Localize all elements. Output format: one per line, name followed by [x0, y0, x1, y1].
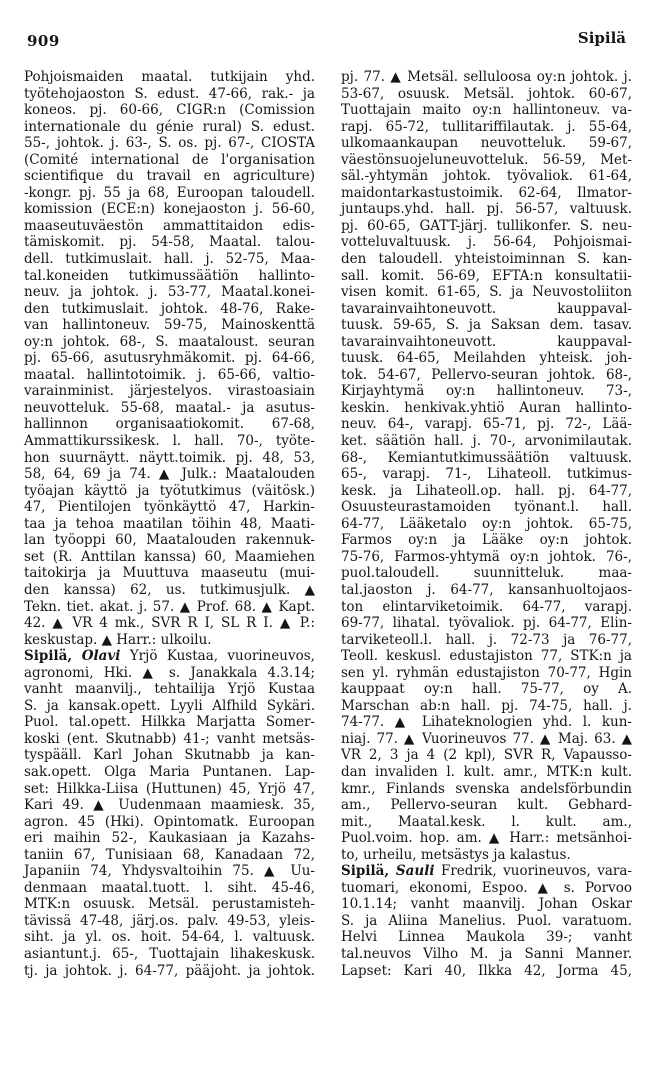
text-line: set (R. Anttilan kanssa) 60, Maamiehen	[24, 548, 315, 565]
text-line: 64-77, Lääketalo oy:n johtok. 65-75,	[341, 515, 632, 532]
text-line: sen yl. ryhmän edustajiston 70-77, Hgin	[341, 664, 632, 681]
text-line	[24, 648, 315, 665]
text-line: Marschan ab:n hall. pj. 74-75, hall. j.	[341, 697, 632, 714]
text-line: taniin 67, Tunisiaan 68, Kanadaan 72,	[24, 846, 315, 863]
entry-text: Yrjö Kustaa, vuorineuvos,	[120, 648, 315, 665]
text-line: varainminist. järjestelyos. virastoasiain	[24, 383, 315, 400]
text-line: dell. tutkimuslait. hall. j. 52-75, Maa-	[24, 251, 315, 268]
text-line: Kirjayhtymä oy:n hallintoneuv. 73-,	[341, 383, 632, 400]
text-line: Puol.voim. hop. am. ▲ Harr.: metsänhoi-	[341, 830, 632, 847]
text-line: votteluvaltuusk. j. 56-64, Pohjoismai-	[341, 234, 632, 251]
text-line: Ammattikurssikesk. l. hall. 70-, työte-	[24, 433, 315, 450]
text-line: rapj. 65-72, tullitariffilautak. j. 55-64,	[341, 118, 632, 135]
text-line: Tekn. tiet. akat. j. 57. ▲ Prof. 68. ▲ Kapt.	[24, 598, 315, 615]
text-line: 55-, johtok. j. 63-, S. os. pj. 67-, CIOSTA	[24, 135, 315, 152]
text-line: tarviketeoll.l. hall. j. 72-73 ja 76-77,	[341, 631, 632, 648]
entry-given-name: Olavi	[81, 648, 121, 665]
text-line: tal.neuvos Vilho M. ja Sanni Manner.	[341, 945, 632, 962]
text-line: siht. ja yl. os. hoit. 54-64, l. valtuusk.	[24, 929, 315, 946]
text-line: Lapset: Kari 40, Ilkka 42, Jorma 45,	[341, 962, 632, 979]
text-line: hon suurnäytt. näytt.toimik. pj. 48, 53,	[24, 449, 315, 466]
text-line: sak.opett. Olga Maria Puntanen. Lap-	[24, 763, 315, 780]
text-line: koneos. pj. 60-66, CIGR:n (Comission	[24, 102, 315, 119]
text-line: VR 2, 3 ja 4 (2 kpl), SVR R, Vapausso-	[341, 747, 632, 764]
text-line: juntaups.yhd. hall. pj. 56-57, valtuusk.	[341, 201, 632, 218]
text-line: Kari 49. ▲ Uudenmaan maamiesk. 35,	[24, 797, 315, 814]
text-line: tal.koneiden tutkimussäätiön hallinto-	[24, 267, 315, 284]
text-line: väestönsuojeluneuvotteluk. 56-59, Met-	[341, 151, 632, 168]
text-line: kmr., Finlands svenska andelsförbundin	[341, 780, 632, 797]
text-line: maaseutuväestön ammattitaidon edis-	[24, 217, 315, 234]
text-line: S. ja Aliina Manelius. Puol. varatuom.	[341, 912, 632, 929]
text-line: puol.taloudell. suunnitteluk. maa-	[341, 565, 632, 582]
text-line: S. ja kansak.opett. Lyyli Alfhild Sykäri.	[24, 697, 315, 714]
text-line: eri maihin 52-, Kaukasiaan ja Kazahs-	[24, 830, 315, 847]
text-line: ulkomaankaupan neuvotteluk. 59-67,	[341, 135, 632, 152]
text-line: maidontarkastustoimik. 62-64, Ilmator-	[341, 184, 632, 201]
text-line: tuusk. 59-65, S. ja Saksan dem. tasav.	[341, 317, 632, 334]
text-line: tämiskomit. pj. 54-58, Maatal. talou-	[24, 234, 315, 251]
text-line: 68-, Kemiantutkimussäätiön valtuusk.	[341, 449, 632, 466]
text-line: asiantunt.j. 65-, Tuottajain lihakeskusk.	[24, 945, 315, 962]
text-line: tavarainvaihtoneuvott. kauppaval-	[341, 333, 632, 350]
running-title: Sipilä	[577, 29, 626, 47]
entry-surname: Sipilä, Sauli	[341, 863, 435, 880]
text-line: Farmos oy:n ja Lääke oy:n johtok.	[341, 532, 632, 549]
text-line: kauppaat oy:n hall. 75-77, oy A.	[341, 681, 632, 698]
text-line: 10.1.14; vanht maanvilj. Johan Oskar	[341, 896, 632, 913]
text-line: 69-77, lihatal. työvaliok. pj. 64-77, Elin-	[341, 615, 632, 632]
page-number: 909	[27, 32, 60, 50]
text-line: visen komit. 61-65, S. ja Neuvostoliiton	[341, 284, 632, 301]
text-line: ket. säätiön hall. j. 70-, arvonimilautak.	[341, 433, 632, 450]
text-line: Puol. tal.opett. Hilkka Marjatta Somer-	[24, 714, 315, 731]
text-line: agron. 45 (Hki). Opintomatk. Euroopan	[24, 813, 315, 830]
right-column	[341, 69, 632, 979]
text-line: den taloudell. yhteistoiminnan S. kan-	[341, 251, 632, 268]
text-line: Japaniin 74, Yhdysvaltoihin 75. ▲ Uu-	[24, 863, 315, 880]
text-line: neuv. 64-, varapj. 65-71, pj. 72-, Lää-	[341, 416, 632, 433]
text-line: sall. komit. 56-69, EFTA:n konsultatii-	[341, 267, 632, 284]
text-line: niaj. 77. ▲ Vuorineuvos 77. ▲ Maj. 63. ▲	[341, 730, 632, 747]
text-line: tavarainvaihtoneuvott. kauppaval-	[341, 300, 632, 317]
text-line: komission (ECE:n) konejaoston j. 56-60,	[24, 201, 315, 218]
text-line: van hallintoneuv. 59-75, Mainoskenttä	[24, 317, 315, 334]
text-line: kesk. ja Lihateoll.op. hall. pj. 64-77,	[341, 482, 632, 499]
text-line: taitokirja ja Muuttuva maaseutu (mui-	[24, 565, 315, 582]
text-line: 47, Pientilojen työnkäyttö 47, Harkin-	[24, 499, 315, 516]
text-line: set: Hilkka-Liisa (Huttunen) 45, Yrjö 47,	[24, 780, 315, 797]
text-line: mit., Maatal.kesk. l. kult. am.,	[341, 813, 632, 830]
text-line: den tutkimuslait. johtok. 48-76, Rake-	[24, 300, 315, 317]
text-line: tuomari, ekonomi, Espoo. ▲ s. Porvoo	[341, 879, 632, 896]
text-line: 75-76, Farmos-yhtymä oy:n johtok. 76-,	[341, 548, 632, 565]
text-line: to, urheilu, metsästys ja kalastus.	[341, 846, 571, 863]
text-line: lan työoppi 60, Maatalouden rakennuk-	[24, 532, 315, 549]
text-line: tj. ja johtok. j. 64-77, pääjoht. ja johtok.	[24, 962, 315, 979]
text-line: Helvi Linnea Maukola 39-; vanht	[341, 929, 632, 946]
entry-text: Fredrik, vuorineuvos, vara-	[434, 863, 632, 880]
text-line: pj. 65-66, asutusryhmäkomit. pj. 64-66,	[24, 350, 315, 367]
text-line: ton elintarviketoimik. 64-77, varapj.	[341, 598, 632, 615]
text-line: tävissä 47-48, järj.os. palv. 49-53, yleis-	[24, 912, 315, 929]
text-line: scientifique du travail en agriculture)	[24, 168, 315, 185]
text-line: vanht maanvilj., tehtailija Yrjö Kustaa	[24, 681, 315, 698]
text-line: tok. 54-67, Pellervo-seuran johtok. 68-,	[341, 366, 632, 383]
text-line: 53-67, osuusk. Metsäl. johtok. 60-67,	[341, 85, 632, 102]
text-line: pj. 60-65, GATT-järj. tullikonfer. S. neu-	[341, 217, 632, 234]
entry-surname: Sipilä, Olavi	[24, 648, 121, 665]
text-line: neuvotteluk. 55-68, maatal.- ja asutus-	[24, 399, 315, 416]
text-line: Pohjoismaiden maatal. tutkijain yhd.	[24, 69, 315, 85]
text-line: keskustap. ▲ Harr.: ulkoilu.	[24, 631, 212, 648]
text-line: 58, 64, 69 ja 74. ▲ Julk.: Maatalouden	[24, 466, 315, 483]
text-line: (Comité international de l'organisation	[24, 151, 315, 168]
text-line: säl.-yhtymän johtok. työvaliok. 61-64,	[341, 168, 632, 185]
text-line: agronomi, Hki. ▲ s. Janakkala 4.3.14;	[24, 664, 315, 681]
text-line: Tuottajain maito oy:n hallintoneuv. va-	[341, 102, 632, 119]
text-line: koski (ent. Skutnabb) 41-; vanht metsäs-	[24, 730, 315, 747]
text-line: -kongr. pj. 55 ja 68, Euroopan taloudell.	[24, 184, 315, 201]
text-line: denmaan maatal.tuott. l. siht. 45-46,	[24, 879, 315, 896]
text-line	[341, 863, 632, 880]
text-line: hallinnon organisaatiokomit. 67-68,	[24, 416, 315, 433]
page-header	[0, 28, 672, 54]
text-line: 74-77. ▲ Lihateknologien yhd. l. kun-	[341, 714, 632, 731]
text-line: 65-, varapj. 71-, Lihateoll. tutkimus-	[341, 466, 632, 483]
text-line: taa ja tehoa maatilan töihin 48, Maati-	[24, 515, 315, 532]
text-line: työtehojaoston S. edust. 47-66, rak.- ja	[24, 85, 315, 102]
text-line: keskin. henkivak.yhtiö Auran hallinto-	[341, 399, 632, 416]
text-line: tuusk. 64-65, Meilahden yhteisk. joh-	[341, 350, 632, 367]
text-line: internationale du génie rural) S. edust.	[24, 118, 315, 135]
text-line: MTK:n osuusk. Metsäl. perustamisteh-	[24, 896, 315, 913]
text-line: 42. ▲ VR 4 mk., SVR R I, SL R I. ▲ P.:	[24, 615, 315, 632]
text-line: pj. 77. ▲ Metsäl. selluloosa oy:n johtok. j.	[341, 69, 632, 85]
text-line: työajan käyttö ja työtutkimus (väitösk.)	[24, 482, 315, 499]
text-line: den kanssa) 62, us. tutkimusjulk. ▲	[24, 581, 315, 598]
left-column	[24, 69, 315, 979]
text-line: maatal. hallintotoimik. j. 65-66, valtio-	[24, 366, 315, 383]
text-line: Teoll. keskusl. edustajiston 77, STK:n ja	[341, 648, 632, 665]
text-line: dan invaliden l. kult. amr., MTK:n kult.	[341, 763, 632, 780]
entry-given-name: Sauli	[395, 863, 435, 880]
text-line: oy:n johtok. 68-, S. maataloust. seuran	[24, 333, 315, 350]
text-line: tyspääll. Karl Johan Skutnabb ja kan-	[24, 747, 315, 764]
text-line: Osuusteurastamoiden työnant.l. hall.	[341, 499, 632, 516]
text-line: neuv. ja johtok. j. 53-77, Maatal.konei-	[24, 284, 315, 301]
text-line: am., Pellervo-seuran kult. Gebhard-	[341, 797, 632, 814]
text-line: tal.jaoston j. 64-77, kansanhuoltojaos-	[341, 581, 632, 598]
